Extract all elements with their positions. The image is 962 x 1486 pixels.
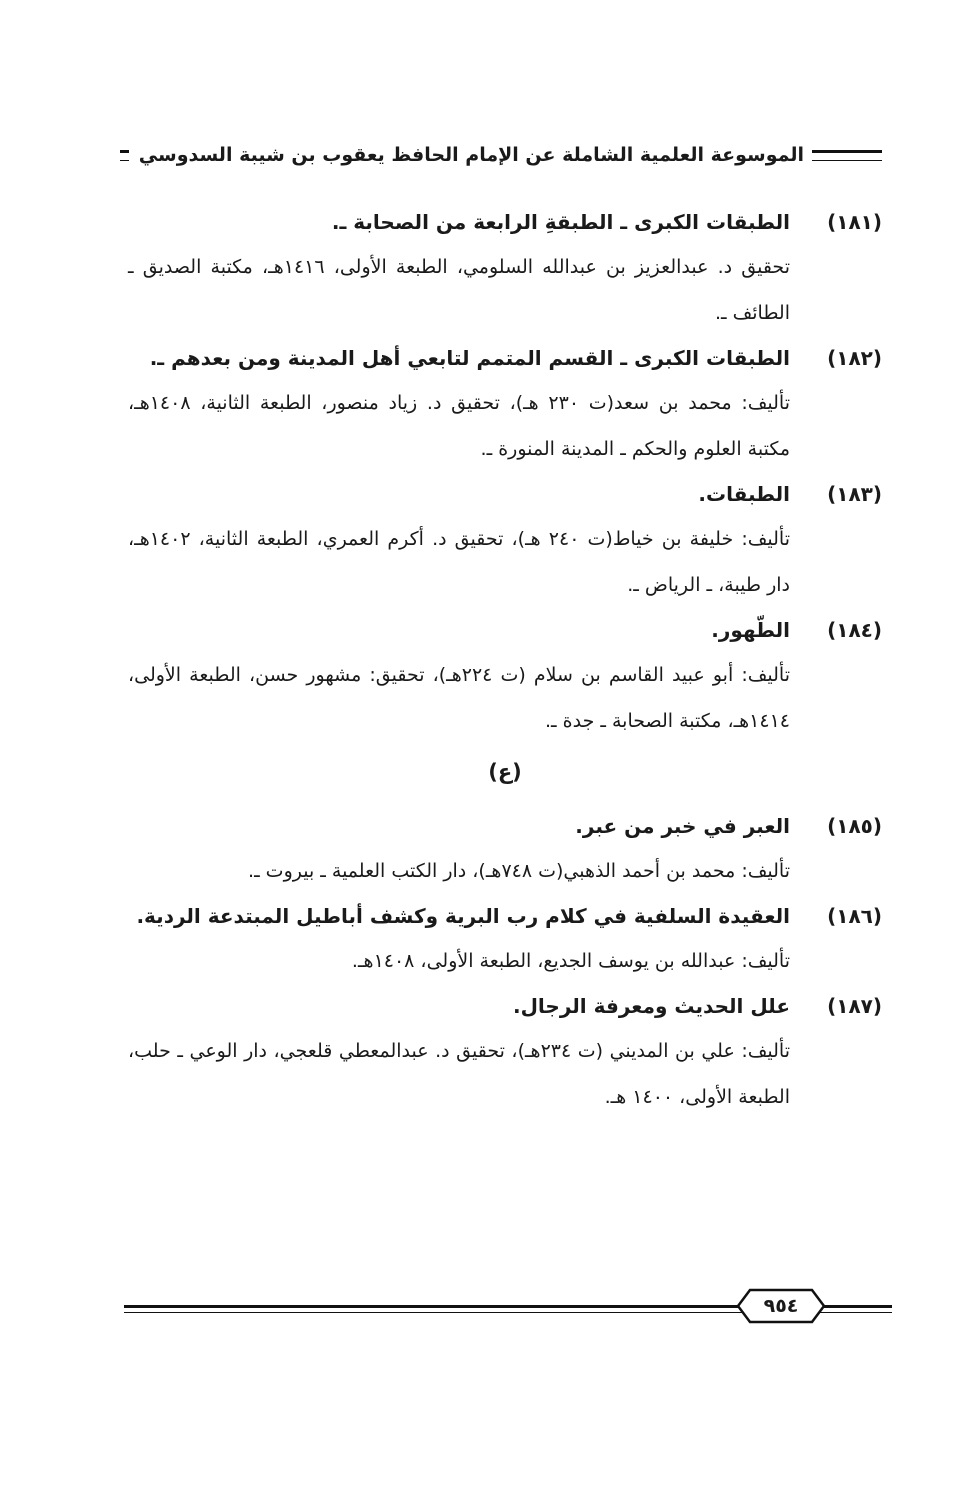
entry-title-row [128,608,882,652]
entry [128,804,882,894]
entry-title: علل الحديث ومعرفة الرجال. [512,994,790,1018]
entry-title: العبر في خبر من عبر. [575,814,790,838]
entry-number: (١٨٢) [827,346,882,370]
entry-title: الطبقات. [698,482,790,506]
entry [128,336,882,472]
entry-title: الطبقات الكبرى ـ القسم المتمم لتابعي أهل المدينة ومن بعدهم ـ. [149,346,790,370]
entry [128,984,882,1120]
entry-title-row [128,984,882,1028]
entry-number: (١٨٧) [827,994,882,1018]
entry-description: تأليف: علي بن المديني (ت ٢٣٤هـ)، تحقيق د. عبدالمعطي قلعجي، دار الوعي ـ حلب، الطبعة الأولى، ١٤٠٠ هـ. [128,1040,791,1108]
entry [128,894,882,984]
entry [128,200,882,336]
page-number-badge [736,1288,826,1324]
header-rule-right [812,150,882,161]
entry-description: تأليف: أبو عبيد القاسم بن سلام (ت ٢٢٤هـ)، تحقيق: مشهور حسن، الطبعة الأولى، ١٤١٤هـ، مكتبة الصحابة ـ جدة ـ. [128,664,790,732]
page-number: ٩٥٤ [763,1295,799,1317]
entry-description: تأليف: خليفة بن خياط(ت ٢٤٠ هـ)، تحقيق د. أكرم العمري، الطبعة الثانية، ١٤٠٢هـ، دار طيبة، ـ الرياض ـ. [128,528,790,596]
entry-title: الطبقات الكبرى ـ الطبقةِ الرابعة من الصحابة ـ. [331,210,790,234]
entry-title: العقيدة السلفية في كلام رب البرية وكشف أباطيل المبتدعة الردية. [136,904,790,928]
bibliography-content [128,200,882,1120]
page-footer [124,1284,892,1328]
entry-number: (١٨٤) [827,618,882,642]
section-letter-heading: (ع) [488,760,522,784]
entry-description: تأليف: محمد بن سعد(ت ٢٣٠ هـ)، تحقيق د. زياد منصور، الطبعة الثانية، ١٤٠٨هـ، مكتبة العلوم والحكم ـ المدينة المنورة ـ. [128,392,790,460]
entry-number: (١٨٥) [827,814,882,838]
entry-number: (١٨٦) [827,904,882,928]
entry-title-row [128,472,882,516]
entry-number: (١٨٣) [827,482,882,506]
entry [128,472,882,608]
entry-title-row [128,200,882,244]
entry-title: الطّهور. [711,618,790,642]
entry-title-row [128,336,882,380]
running-header [120,138,882,172]
entry-title-row [128,804,882,848]
header-title: الموسوعة العلمية الشاملة عن الإمام الحافظ يعقوب بن شيبة السدوسي [138,144,804,166]
header-rule-left [120,150,129,161]
entry [128,608,882,744]
entry-number: (١٨١) [827,210,882,234]
entry-description: تحقيق د. عبدالعزيز بن عبدالله السلومي، الطبعة الأولى، ١٤١٦هـ، مكتبة الصديق ـ الطائف ـ. [128,256,790,324]
entry-title-row [128,894,882,938]
entry-description: تأليف: محمد بن أحمد الذهبي(ت ٧٤٨هـ)، دار الكتب العلمية ـ بيروت ـ. [248,860,790,882]
entry-description: تأليف: عبدالله بن يوسف الجديع، الطبعة الأولى، ١٤٠٨هـ. [351,950,790,972]
